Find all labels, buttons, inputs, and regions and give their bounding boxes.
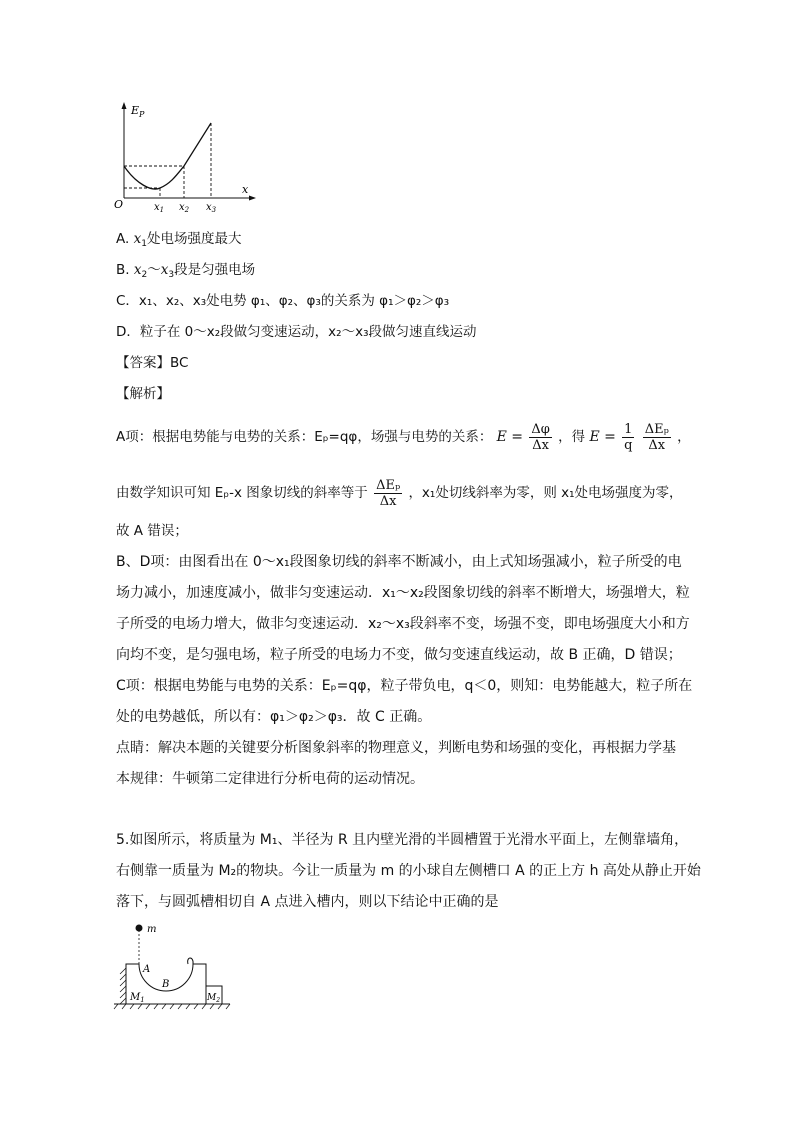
analysis-bd-line3: 子所受的电场力增大，做非匀变速运动．x₂～x₃段斜率不变，场强不变，即电场强度大小和方: [116, 616, 690, 632]
fraction-1-q: $\frac{1}{q}$: [624, 421, 633, 453]
ep-curve: [124, 123, 211, 189]
label-m2: $M_2$: [207, 993, 221, 1004]
analysis-a-line1: A项：根据电势能与电势的关系：Eₚ=qφ，场强与电势的关系： E = $\frac{\Delta\varphi}{\Delta x}$ ，得 E = $\frac{1}{q}$ $\frac{\text{ΔEₚ}}{\Delta x}$ ，: [116, 421, 691, 453]
tick-x1: $x_1$: [154, 202, 165, 214]
tick-x2: $x_2$: [179, 202, 190, 214]
tip-line1: 点睛：解决本题的关键要分析图象斜率的物理意义，判断电势和场强的变化，再根据力学基: [116, 740, 676, 756]
option-a: A. $x_1$处电场强度最大: [116, 231, 242, 249]
analysis-a-line2: 由数学知识可知 Eₚ-x 图象切线的斜率等于 $\frac{\text{ΔEₚ}}{\Delta x}$ ，x₁处切线斜率为零，则 x₁处电场强度为零，: [116, 477, 683, 509]
groove-figure: [112, 920, 237, 1012]
label-m1: $M_1$: [130, 992, 145, 1004]
tick-x3: $x_3$: [206, 202, 217, 214]
ep-x-graph: [112, 98, 262, 216]
origin-label: O: [114, 198, 124, 211]
analysis-c-line1: C项：根据电势能与电势的关系：Eₚ=qφ，粒子带负电，q＜0，则知：电势能越大，粒子所在: [116, 678, 693, 694]
y-axis-label: $E_P$: [131, 104, 145, 119]
fraction-dphi-dx: $\frac{\Delta\varphi}{\Delta x}$: [531, 421, 550, 453]
ball-label: m: [147, 924, 157, 935]
x-axis-label: x: [242, 183, 249, 196]
fraction-dep-dx-2: $\frac{\text{ΔEₚ}}{\Delta x}$: [376, 477, 401, 509]
x-axis-arrow: [249, 196, 256, 201]
ball-m: [136, 925, 143, 932]
fraction-dep-dx: $\frac{\text{ΔEₚ}}{\Delta x}$: [644, 421, 669, 453]
floor-hatch: [114, 1004, 230, 1009]
analysis-a-line3: 故 A 错误；: [116, 523, 188, 539]
question5-line2: 右侧靠一质量为 M₂的物块。今让一质量为 m 的小球自左侧槽口 A 的正上方 h 高处从静止开始: [116, 863, 701, 879]
label-b: B: [162, 979, 170, 990]
question5-line3: 落下，与圆弧槽相切自 A 点进入槽内，则以下结论中正确的是: [116, 894, 499, 910]
groove-lip: [188, 958, 193, 964]
label-a: A: [143, 964, 151, 975]
option-c: C．x₁、x₂、x₃处电势 φ₁、φ₂、φ₃的关系为 φ₁＞φ₂＞φ₃: [116, 293, 450, 309]
answer: 【答案】BC: [116, 355, 189, 371]
analysis-heading: 【解析】: [116, 386, 170, 402]
analysis-bd-line2: 场力减小，加速度减小，做非匀变速运动．x₁～x₂段图象切线的斜率不断增大，场强增大，粒: [116, 585, 690, 601]
tip-line2: 本规律：牛顿第二定律进行分析电荷的运动情况。: [116, 771, 424, 787]
analysis-bd-line4: 向均不变，是匀强电场，粒子所受的电场力不变，做匀变速直线运动，故 B 正确，D 错误；: [116, 647, 682, 663]
analysis-c-line2: 处的电势越低，所以有：φ₁＞φ₂＞φ₃．故 C 正确。: [116, 709, 432, 725]
option-b: B. $x_2\sim x_3$段是匀强电场: [116, 262, 256, 280]
analysis-bd-line1: B、D项：由图看出在 0～x₁段图象切线的斜率不断减小，由上式知场强减小，粒子所受的电: [116, 554, 682, 570]
option-d: D．粒子在 0～x₂段做匀变速运动，x₂～x₃段做匀速直线运动: [116, 324, 477, 340]
y-axis-arrow: [122, 102, 127, 109]
question5-line1: 5.如图所示，将质量为 M₁、半径为 R 且内壁光滑的半圆槽置于光滑水平面上，左侧靠墙角，: [116, 832, 689, 848]
wall-hatch: [120, 968, 126, 1004]
